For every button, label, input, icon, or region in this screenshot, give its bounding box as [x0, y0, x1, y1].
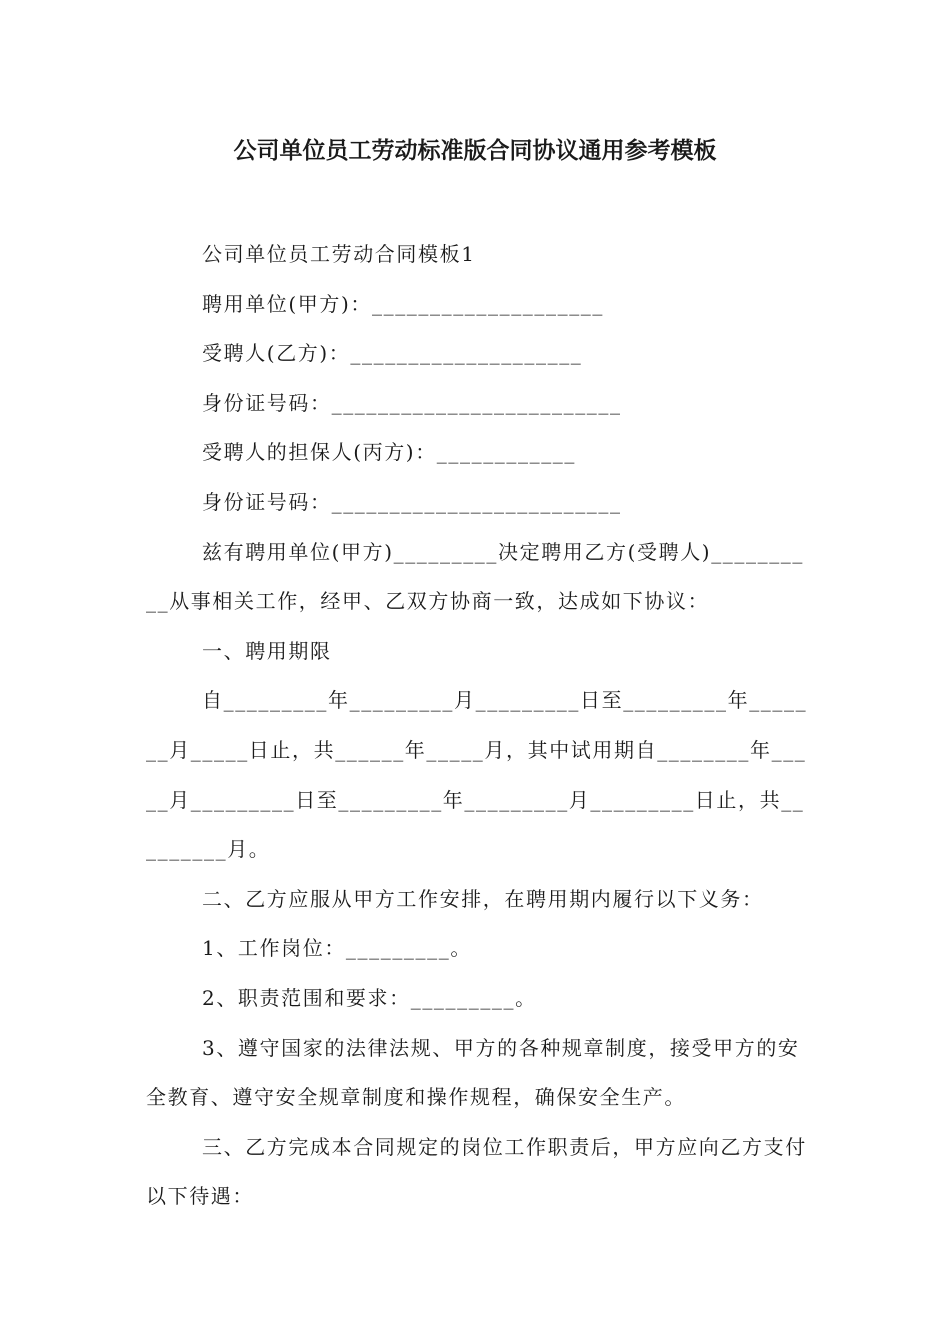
- intro-clause: 兹有聘用单位(甲方)_________决定聘用乙方(受聘人)__________从事相关工作，经甲、乙双方协商一致，达成如下协议：: [146, 539, 805, 614]
- duty-item: 3、遵守国家的法律法规、甲方的各种规章制度，接受甲方的安全教育、遵守安全规章制度和操作规程，确保安全生产。: [146, 1035, 800, 1110]
- employer-field: 聘用单位(甲方)：____________________: [202, 291, 605, 316]
- term-clause: 自_________年_________月_________日至_________年_______月_____日止，共______年_____月，其中试用期自________年_____月_________日至_________年_________月_________日止，共_________月。: [146, 688, 808, 862]
- duty-item: 1、工作岗位：_________。: [202, 936, 472, 961]
- id-number-field: 身份证号码：_________________________: [202, 489, 622, 514]
- employee-field: 受聘人(乙方)：____________________: [202, 341, 583, 366]
- template-heading: 公司单位员工劳动合同模板1: [202, 242, 476, 266]
- section-heading: 一、聘用期限: [202, 638, 332, 663]
- section-heading: 三、乙方完成本合同规定的岗位工作职责后，甲方应向乙方支付以下待遇：: [146, 1134, 807, 1209]
- duty-item: 2、职责范围和要求：_________。: [202, 985, 537, 1010]
- guarantor-field: 受聘人的担保人(丙方)：____________: [202, 440, 577, 465]
- id-number-field: 身份证号码：_________________________: [202, 390, 622, 415]
- document-body: [146, 230, 808, 1222]
- section-heading: 二、乙方应服从甲方工作安排，在聘用期内履行以下义务：: [202, 886, 764, 911]
- document-title: 公司单位员工劳动标准版合同协议通用参考模板: [233, 138, 717, 164]
